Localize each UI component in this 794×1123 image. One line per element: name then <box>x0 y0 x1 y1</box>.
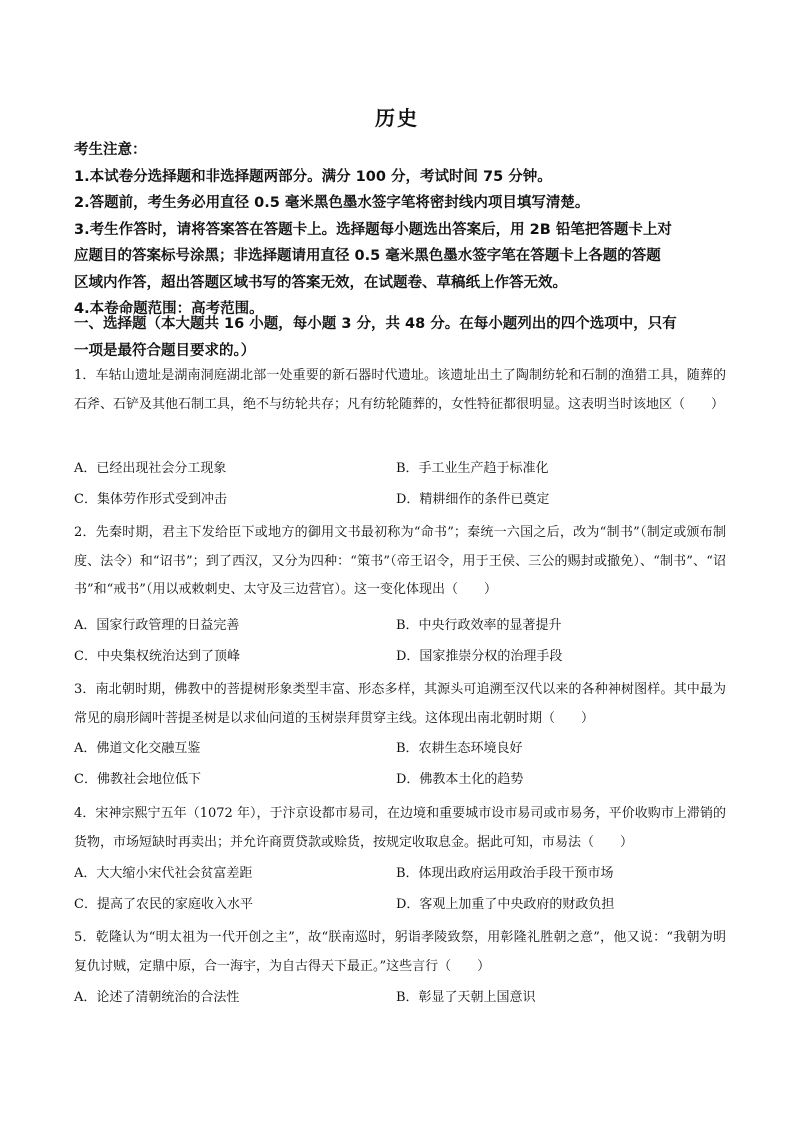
notice-item: 应题目的答案标号涂黑；非选择题请用直径 0.5 毫米黑色墨水签字笔在答题卡上各题的答题 <box>74 248 661 264</box>
notice-item: 4.本卷命题范围：高考范围。 <box>74 301 264 317</box>
option-a: A．大大缩小宋代社会贫富差距 <box>74 866 253 881</box>
notice-item: 1.本试卷分选择题和非选择题两部分。满分 100 分，考试时间 75 分钟。 <box>74 168 552 185</box>
option-d: D．精耕细作的条件已奠定 <box>396 492 550 507</box>
section-line: 一、选择题（本大题共 16 小题，每小题 3 分，共 48 分。在每小题列出的四个选项中，只有 <box>74 316 677 332</box>
question-3 <box>74 676 726 733</box>
option-a: A．论述了清朝统治的合法性 <box>74 990 240 1005</box>
question-stem: 2．先秦时期，君主下发给臣下或地方的御用文书最初称为“命书”；秦统一六国之后，改为“制书”（制定或颁布制度、法令）和“诏书”；到了西汉，又分为四种：“策书”（帝王诏令，用于王侯、三公的赐封或撤免）、“制书”、“诏书”和“戒书”（用以戒敕刺史、太守及三边营官）。这一变化体现出（ ） <box>74 525 726 597</box>
question-5 <box>74 924 726 981</box>
notice-block <box>74 137 734 323</box>
option-c: C．集体劳作形式受到冲击 <box>74 492 227 507</box>
option-d: D．客观上加重了中央政府的财政负担 <box>396 897 615 912</box>
question-stem: 5．乾隆认为“明太祖为一代开创之主”，故“朕南巡时，躬诣孝陵致祭，用彰隆礼胜朝之意”，他又说：“我朝为明复仇讨贼，定鼎中原，合一海宇，为自古得天下最正。”这些言行（ ） <box>74 930 726 974</box>
option-c: C．中央集权统治达到了顶峰 <box>74 649 240 664</box>
question-stem: 4．宋神宗熙宁五年（1072 年），于汴京设都市易司，在边境和重要城市设市易司或市易务，平价收购市上滞销的货物，市场短缺时再卖出；并允许商贾贷款或赊货，按规定收取息金。据此可知，市易法（ ） <box>74 806 726 850</box>
question-1 <box>74 362 726 419</box>
question-2 <box>74 519 726 605</box>
option-b: B．农耕生态环境良好 <box>396 741 523 756</box>
option-a: A．国家行政管理的日益完善 <box>74 618 240 633</box>
section-heading <box>74 311 734 365</box>
option-d: D．佛教本土化的趋势 <box>396 772 524 787</box>
question-stem: 3．南北朝时期，佛教中的菩提树形象类型丰富、形态多样，其源头可追溯至汉代以来的各种神树图样。其中最为常见的扇形阔叶菩提圣树是以求仙问道的玉树崇拜贯穿主线。这体现出南北朝时期（ ） <box>74 682 726 726</box>
notice-item: 区域内作答，超出答题区域书写的答案无效，在试题卷、草稿纸上作答无效。 <box>74 274 567 291</box>
question-4 <box>74 800 726 857</box>
option-a: A．已经出现社会分工现象 <box>74 461 227 476</box>
option-c: C．提高了农民的家庭收入水平 <box>74 897 253 912</box>
page-title: 历史 <box>375 106 419 130</box>
option-d: D．国家推崇分权的治理手段 <box>396 649 563 664</box>
option-a: A．佛道文化交融互鉴 <box>74 741 201 756</box>
option-b: B．手工业生产趋于标准化 <box>396 461 549 476</box>
question-stem: 1．车轱山遗址是湖南洞庭湖北部一处重要的新石器时代遗址。该遗址出土了陶制纺轮和石制的渔猎工具，随葬的石斧、石铲及其他石制工具，绝不与纺轮共存；凡有纺轮随葬的，女性特征都很明显。这表明当时该地区（ ） <box>74 368 726 412</box>
notice-item: 2.答题前，考生务必用直径 0.5 毫米黑色墨水签字笔将密封线内项目填写清楚。 <box>74 195 590 211</box>
option-b: B．体现出政府运用政治手段干预市场 <box>396 866 614 881</box>
option-b: B．彰显了天朝上国意识 <box>396 990 536 1005</box>
section-line: 一项是最符合题目要求的。） <box>74 343 256 359</box>
option-b: B．中央行政效率的显著提升 <box>396 618 562 633</box>
notice-item: 3.考生作答时，请将答案答在答题卡上。选择题每小题选出答案后，用 2B 铅笔把答题卡上对 <box>74 221 672 238</box>
notice-heading: 考生注意： <box>74 142 147 158</box>
option-c: C．佛教社会地位低下 <box>74 772 201 787</box>
